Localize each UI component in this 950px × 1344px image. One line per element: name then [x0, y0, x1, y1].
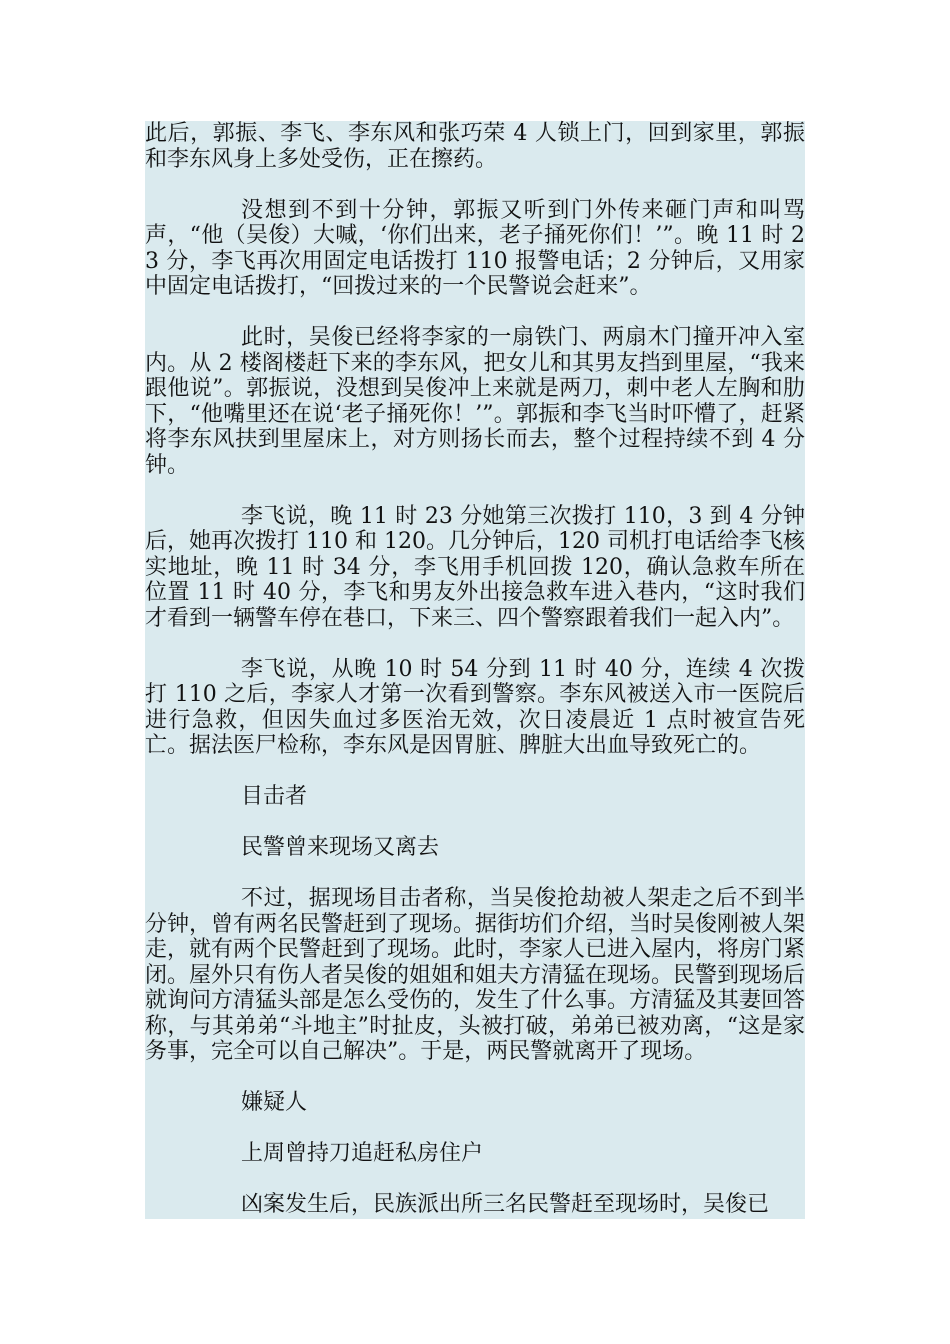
paragraph-5: 李飞说，从晚 10 时 54 分到 11 时 40 分，连续 4 次拨打 110 之后，李家人才第一次看到警察。李东风被送入市一医院后进行急救，但因失血过多医治无效，次日凌晨近 1 点时被宣告死亡。据法医尸检称，李东风是因胃脏、脾脏大出血导致死亡的。	[145, 656, 805, 758]
paragraph-2: 没想到不到十分钟，郭振又听到门外传来砸门声和叫骂声，“他（吴俊）大喊，‘你们出来，老子捅死你们！’”。晚 11 时 23 分，李飞再次用固定电话拨打 110 报警电话；2 分钟后，又用家中固定电话拨打，“回拨过来的一个民警说会赶来”。	[145, 197, 805, 299]
paragraph-6: 不过，据现场目击者称，当吴俊抢劫被人架走之后不到半分钟，曾有两名民警赶到了现场。据街坊们介绍，当时吴俊刚被人架走，就有两个民警赶到了现场。此时，李家人已进入屋内，将房门紧闭。屋外只有伤人者吴俊的姐姐和姐夫方清猛在现场。民警到现场后就询问方清猛头部是怎么受伤的，发生了什么事。方清猛及其妻回答称，与其弟弟“斗地主”时扯皮，头被打破，弟弟已被劝离，“这是家务事，完全可以自己解决”。于是，两民警就离开了现场。	[145, 886, 806, 1064]
section-subheading-police: 民警曾来现场又离去	[241, 835, 440, 860]
paragraph-4: 李飞说，晚 11 时 23 分她第三次拨打 110，3 到 4 分钟后，她再次拨打 110 和 120。几分钟后，120 司机打电话给李飞核实地址，晚 11 时 34 分，李飞用手机回拨 120，确认急救车所在位置 11 时 40 分，李飞和男友外出接急救车进入巷内，“这时我们才看到一辆警车停在巷口，下来三、四个警察跟着我们一起入内”。	[145, 503, 805, 631]
paragraph-3: 此时，吴俊已经将李家的一扇铁门、两扇木门撞开冲入室内。从 2 楼阁楼赶下来的李东风，把女儿和其男友挡到里屋，“我来跟他说”。郭振说，没想到吴俊冲上来就是两刀，刺中老人左胸和肋下，“他嘴里还在说‘老子捅死你！’”。郭振和李飞当时吓懵了，赶紧将李东风扶到里屋床上，对方则扬长而去，整个过程持续不到 4 分钟。	[145, 325, 805, 478]
section-subheading-knife: 上周曾持刀追赶私房住户	[241, 1141, 484, 1166]
paragraph-7: 凶案发生后，民族派出所三名民警赶至现场时，吴俊已	[241, 1192, 770, 1217]
section-heading-suspect: 嫌疑人	[241, 1090, 308, 1115]
paragraph-1: 此后，郭振、李飞、李东风和张巧荣 4 人锁上门，回到家里，郭振和李东风身上多处受伤，正在擦药。	[145, 121, 805, 172]
section-heading-witness: 目击者	[241, 784, 308, 809]
article-body	[145, 121, 805, 1219]
